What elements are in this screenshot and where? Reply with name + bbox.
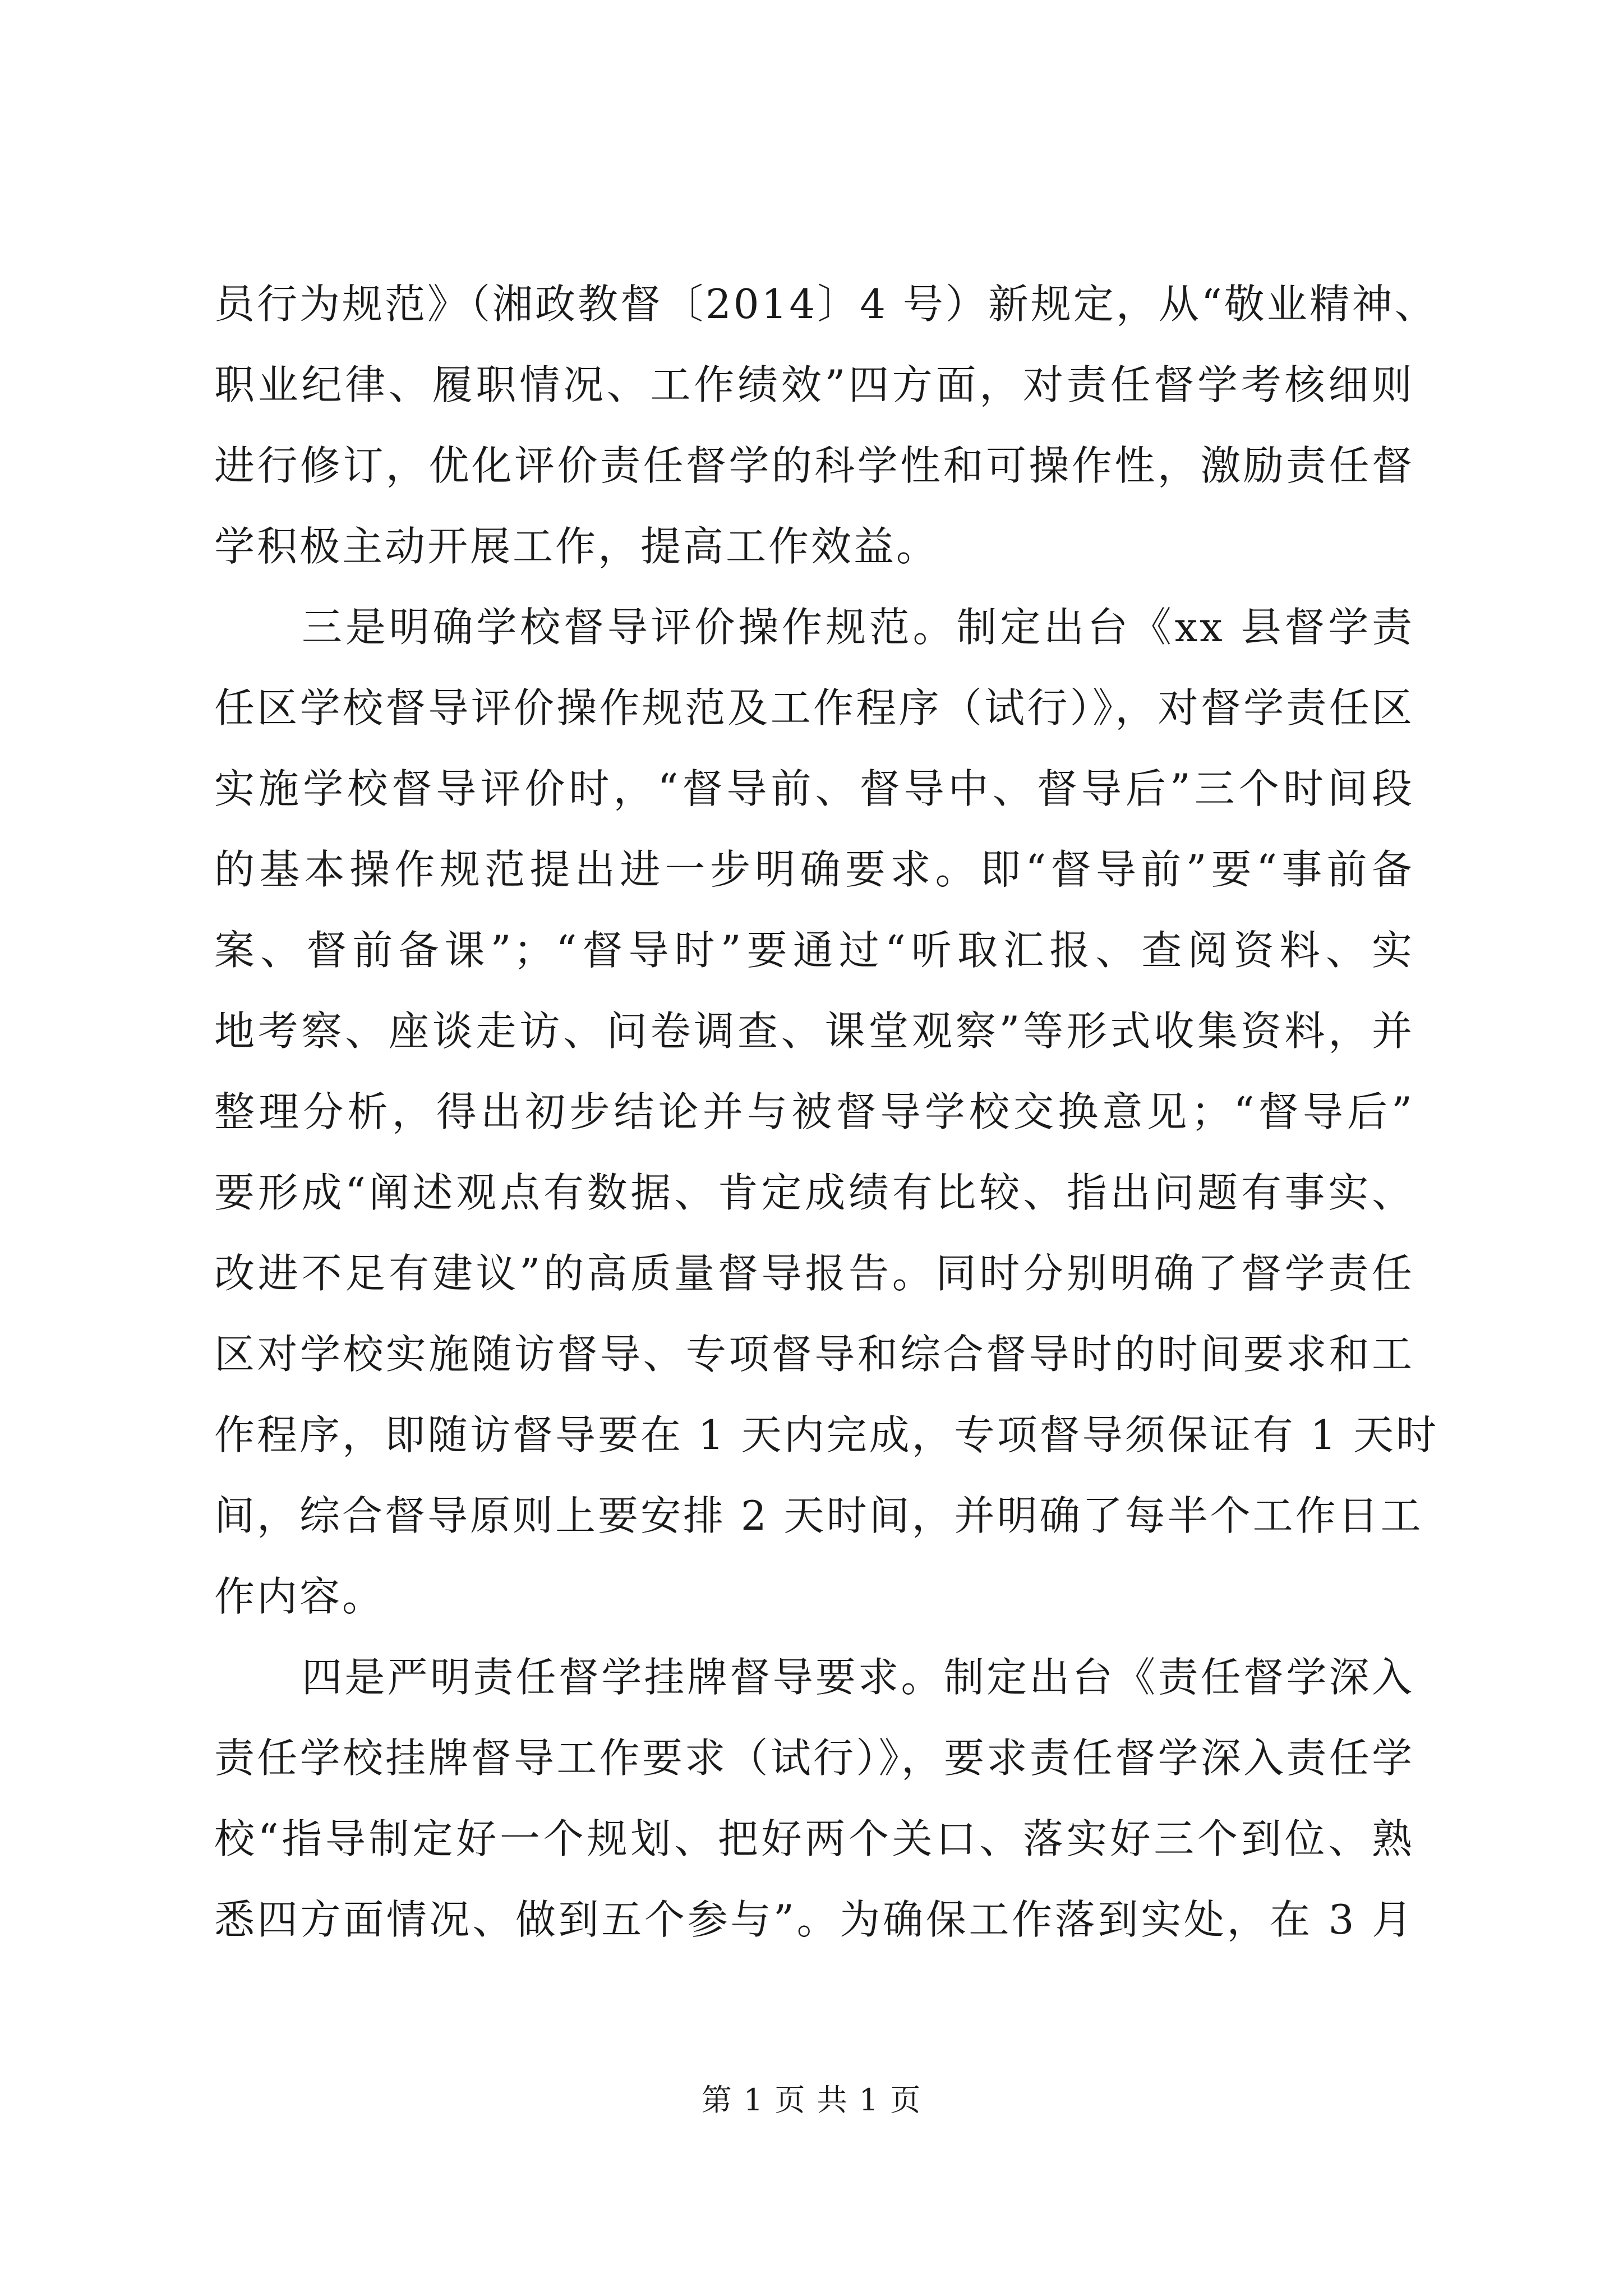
paragraph-line: 整理分析，得出初步结论并与被督导学校交换意见；“督导后” (214, 1088, 1414, 1135)
paragraph-line: 作程序，即随访督导要在 1 天内完成，专项督导须保证有 1 天时 (214, 1411, 1439, 1458)
paragraph-line: 改进不足有建议”的高质量督导报告。同时分别明确了督学责任 (214, 1250, 1414, 1297)
paragraph-line: 案、督前备课”；“督导时”要通过“听取汇报、查阅资料、实 (214, 927, 1414, 974)
paragraph-line: 区对学校实施随访督导、专项督导和综合督导时的时间要求和工 (214, 1331, 1414, 1378)
paragraph-line: 的基本操作规范提出进一步明确要求。即“督导前”要“事前备 (214, 846, 1414, 893)
paragraph-line: 任区学校督导评价操作规范及工作程序（试行）》，对督学责任区 (214, 684, 1414, 731)
paragraph-line: 四是严明责任督学挂牌督导要求。制定出台《责任督学深入 (302, 1654, 1414, 1701)
paragraph-line: 悉四方面情况、做到五个参与”。为确保工作落到实处，在 3 月 (214, 1896, 1414, 1943)
paragraph-line: 学积极主动开展工作，提高工作效益。 (214, 523, 939, 570)
paragraph-line: 员行为规范》（湘政教督〔2014〕4 号）新规定，从“敬业精神、 (214, 280, 1437, 328)
paragraph-line: 校“指导制定好一个规划、把好两个关口、落实好三个到位、熟 (214, 1815, 1414, 1862)
paragraph-3 (214, 1637, 1414, 1960)
paragraph-line: 间，综合督导原则上要安排 2 天时间，并明确了每半个工作日工 (214, 1492, 1423, 1539)
paragraph-line: 进行修订，优化评价责任督学的科学性和可操作性，激励责任督 (214, 442, 1414, 489)
paragraph-2 (214, 587, 1439, 1637)
paragraph-line: 要形成“阐述观点有数据、肯定成绩有比较、指出问题有事实、 (214, 1169, 1414, 1216)
paragraph-line: 三是明确学校督导评价操作规范。制定出台《xx 县督学责 (302, 604, 1414, 651)
paragraph-line: 作内容。 (214, 1573, 385, 1620)
body-text (214, 264, 1439, 1960)
page-number-label: 第 1 页 共 1 页 (701, 2082, 922, 2118)
paragraph-line: 职业纪律、履职情况、工作绩效”四方面，对责任督学考核细则 (214, 361, 1414, 408)
paragraph-1 (214, 264, 1437, 587)
page-footer (0, 2078, 1623, 2123)
paragraph-line: 地考察、座谈走访、问卷调查、课堂观察”等形式收集资料，并 (214, 1007, 1414, 1055)
paragraph-line: 责任学校挂牌督导工作要求（试行）》，要求责任督学深入责任学 (214, 1734, 1414, 1782)
paragraph-line: 实施学校督导评价时，“督导前、督导中、督导后”三个时间段 (214, 765, 1414, 812)
